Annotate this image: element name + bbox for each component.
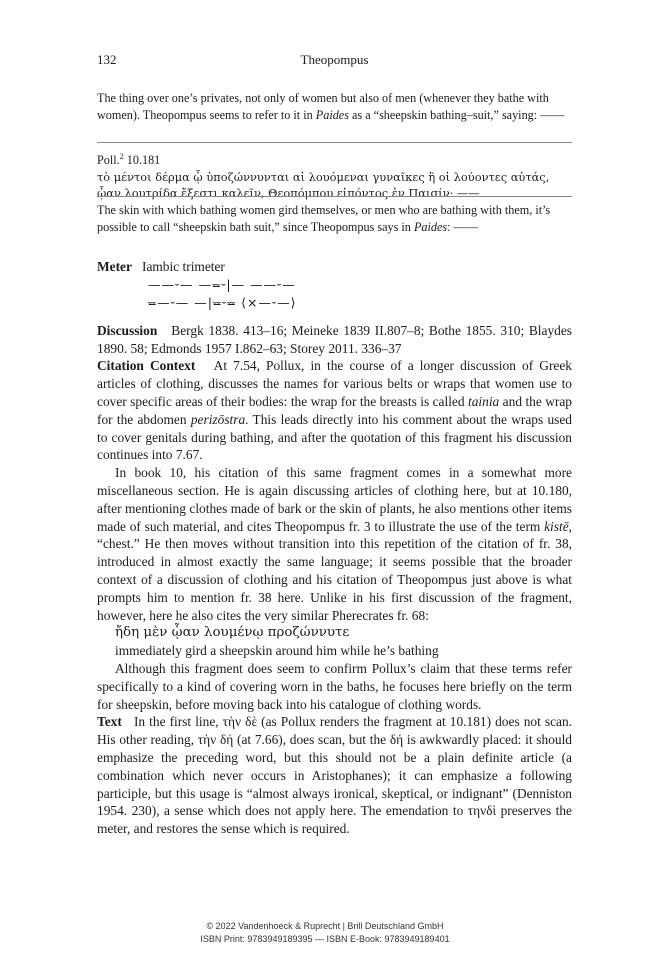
- running-head: [97, 52, 572, 70]
- intro-title: Paides: [315, 107, 349, 122]
- discussion-text: Bergk 1838. 413–16; Meineke 1839 II.807–8; Bothe 1855. 310; Blaydes 1890. 58; Edmonds 1957 I.862–63; Storey 2011. 336–37: [97, 322, 572, 356]
- translation-text-end: : ——: [447, 219, 478, 234]
- translation-text: The skin with which bathing women gird themselves, or men who are bathing with them, it’s possible to call “sheepskin bath suit,” since Theopompus says in: [97, 203, 551, 234]
- citation-context-text: At 7.54, Pollux, in the course of a longer discussion of Greek articles of clothing, discusses the names for various belts or wraps that women use to cover specific areas of their bodies: the wrap for the breasts is called: [97, 358, 572, 409]
- meter-scheme-line-1: ——⏑— —⏕⏑|— ——⏑—: [148, 276, 296, 292]
- source-block: [97, 149, 572, 202]
- citation-context-text: , “chest.” He then moves without transition into this repetition of the citation of fr. 38, introduced in almost exactly the same language; it seems possible that the broader context of a discussion of clothing and his citation of Theopompus just above is what prompts him to mention fr. 38 here. Unlike in his first discussion of the fragment, however, here he also cites the very similar Pherecrates fr. 68:: [97, 518, 572, 623]
- meter-value: Iambic trimeter: [141, 259, 225, 274]
- pherecrates-quote-greek: ἤδη μὲν ᾦαν λουμένῳ προζώννυτε: [115, 625, 350, 641]
- intro-text-end: as a “sheepskin bathing–suit,” saying: ——: [348, 107, 565, 122]
- discussion-section: [97, 322, 572, 358]
- commentary: [97, 258, 572, 838]
- source-translation: [97, 202, 572, 235]
- text-section-body: In the first line, τὴν δὲ (as Pollux renders the fragment at 10.181) does not scan. His other reading, τὴν δή (at 7.66), does scan, but the δή is awkwardly placed: it should emphasize the preceding word, but this should not be a plain definite article (a combination which never occurs in Aristophanes); it can emphasize a following participle, but this usage is “almost always ironical, skeptical, or indignant” (Denniston 1954. 230), a sense which does not apply here. The emendation to τηνδὶ preserves the meter, and restores the sense which is required.: [97, 714, 573, 837]
- citation-context-text: In book 10, his citation of this same fragment comes in a somewhat more miscellaneous section. He is again discussing articles of clothing here, but at 10.180, after mentioning clothes made of bark or the skin of plants, he also mentions other items made of such material, and cites Theopompus fr. 3 to illustrate the use of the term: [97, 465, 572, 534]
- citation-context-paragraph-3: Although this fragment does seem to confirm Pollux’s claim that these terms refer specifically to a kind of covering worn in the baths, he focuses here briefly on the term for sheepskin, before moving back into his catalogue of clothing words.: [97, 660, 572, 712]
- term-tainia: tainia: [468, 393, 500, 409]
- citation-context-text: . This leads directly into his comment about the wraps used to cover genitals during bathing, and after the quotation of this fragment his discussion continues into 7.67.: [97, 411, 572, 463]
- meter-section: [97, 258, 572, 312]
- term-kiste: kistē: [544, 518, 569, 534]
- pherecrates-quote-translation: immediately gird a sheepskin around him while he’s bathing: [115, 643, 439, 659]
- source-reference: [97, 149, 572, 169]
- meter-scheme-line-2: ⏕—⏑— —|⏕⏑⏕ ⟨×—⏑—⟩: [148, 294, 297, 310]
- intro-text: The thing over one’s privates, not only of women but also of men (whenever they bathe with women). Theopompus seems to refer to it in: [97, 91, 549, 122]
- text-section: [97, 713, 572, 838]
- source-author: Poll.: [97, 153, 120, 168]
- citation-context-text: and the wrap for the abdomen: [97, 393, 572, 427]
- intro-paragraph: [97, 90, 572, 123]
- running-title: Theopompus: [300, 52, 369, 67]
- term-perizostra: perizōstra: [190, 411, 246, 427]
- discussion-heading: Discussion: [97, 322, 158, 338]
- citation-context-section: [97, 357, 572, 713]
- footer-isbn: ISBN Print: 9783949189395 — ISBN E-Book: 9783949189401: [200, 934, 450, 944]
- source-greek: τὸ μέντοι δέρμα ᾧ ὑποζώννυνται αἱ λουόμεναι γυναῖκες ἢ οἱ λούοντες αὐτάς, ᾦαν λουτρίδα ἔξεστι καλεῖν, Θεοπόμπου εἰπόντος ἐν Παισίν· ——: [97, 169, 550, 201]
- page-number: 132: [97, 52, 117, 67]
- citation-context-paragraph-2: [97, 464, 572, 624]
- translation-title: Paides: [413, 219, 448, 234]
- divider: [97, 142, 572, 143]
- citation-context-heading: Citation Context: [97, 358, 196, 374]
- meter-heading: Meter: [97, 259, 132, 274]
- source-edition: 2: [119, 152, 124, 161]
- divider: [97, 196, 572, 197]
- footer: [0, 920, 650, 946]
- text-heading: Text: [97, 714, 122, 730]
- footer-publisher: © 2022 Vandenhoeck & Ruprecht | Brill Deutschland GmbH: [206, 921, 444, 931]
- source-location: 10.181: [123, 153, 161, 168]
